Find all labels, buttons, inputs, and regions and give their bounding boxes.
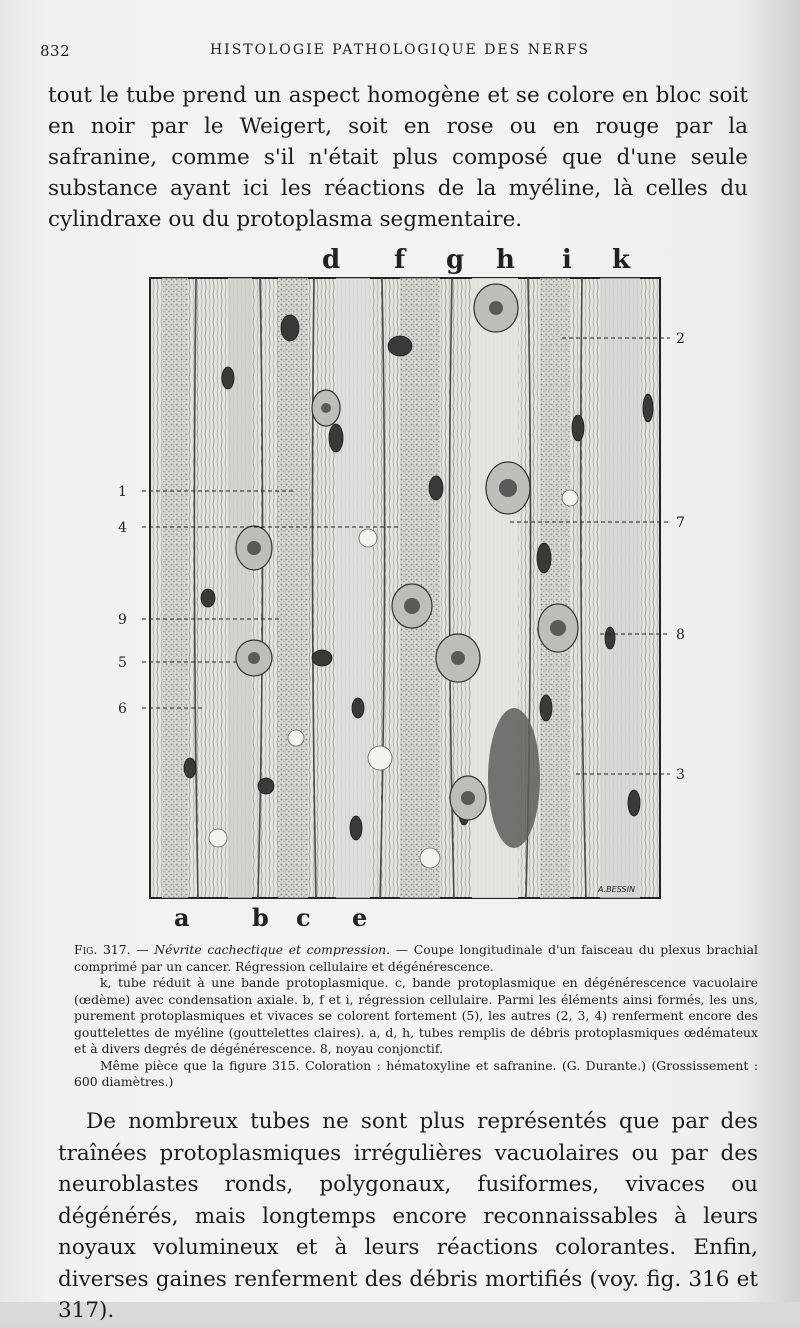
callout-3: 3 bbox=[676, 767, 685, 783]
callout-1: 1 bbox=[118, 484, 127, 500]
caption-line-1: — Coupe longitudinale d'un faisceau du plexus brachial comprimé par un cancer. Régression cellulaire et dégénérescence. bbox=[74, 942, 758, 974]
callout-6: 6 bbox=[118, 701, 127, 717]
label-i: i bbox=[562, 245, 572, 275]
figure-top-labels bbox=[322, 245, 631, 275]
callout-5: 5 bbox=[118, 655, 127, 671]
label-b: b bbox=[252, 903, 269, 932]
caption-line-3: Même pièce que la figure 315. Coloration : hématoxyline et safranine. (G. Durante.) (Grossissement : 600 diamètres.) bbox=[74, 1057, 758, 1089]
paragraph-bottom bbox=[58, 1106, 758, 1327]
page-number: 832 bbox=[40, 42, 71, 60]
label-k: k bbox=[612, 245, 631, 275]
label-c: c bbox=[296, 903, 311, 932]
callout-8: 8 bbox=[676, 627, 685, 643]
label-h: h bbox=[496, 245, 515, 275]
figure-caption: Fig. 317. — Névrite cachectique et compression. — Coupe longitudinale d'un faisceau du plexus brachial comprimé par un cancer. Régression cellulaire et dégénérescence. k, tube réduit à une bande protoplasmique. c, bande protoplasmique en dégénérescence vacuolaire (œdème) avec condensation axiale. b, f et i, régression cellulaire. Parmi les éléments ainsi formés, les uns, purement protoplasmiques et vivaces se colorent fortement (5), les autres (2, 3, 4) renferment encore des gouttelettes de myéline (gouttelettes claires). a, d, h, tubes remplis de débris protoplasmiques œdémateux et à divers degrés de dégénérescence. 8, noyau conjonctif. Même pièce que la figure 315. Coloration : hématoxyline et safranine. (G. Durante.) (Grossissement : 600 diamètres.) bbox=[74, 942, 758, 1089]
paragraph-bottom-text: De nombreux tubes ne sont plus représentés que par des traînées protoplasmiques irrégulières vacuolaires ou par des neuroblastes ronds, polygonaux, fusiformes, vivaces ou dégénérés, mais longtemps encore reconnaissables à leurs noyaux volumineux et à leurs réactions colorantes. Enfin, diverses gaines renferment des débris mortifiés (voy. fig. 316 et 317). bbox=[58, 1109, 758, 1323]
figure-bottom-labels bbox=[174, 903, 367, 932]
micrograph-panel bbox=[150, 278, 660, 898]
callout-4: 4 bbox=[118, 520, 127, 536]
artist-signature: A.BESSIN bbox=[598, 885, 635, 894]
callout-9: 9 bbox=[118, 612, 127, 628]
running-title: HISTOLOGIE PATHOLOGIQUE DES NERFS bbox=[209, 42, 591, 58]
figure-317 bbox=[100, 238, 720, 938]
label-a: a bbox=[174, 903, 190, 932]
caption-line-2: k, tube réduit à une bande protoplasmique. c, bande protoplasmique en dégénérescence vacuolaire (œdème) avec condensation axiale. b, f et i, régression cellulaire. Parmi les éléments ainsi formés, les uns, purement protoplasmiques et vivaces se colorent fortement (5), les autres (2, 3, 4) renferment encore des gouttelettes de myéline (gouttelettes claires). a, d, h, tubes remplis de débris protoplasmiques œdémateux et à divers degrés de dégénérescence. 8, noyau conjonctif. bbox=[74, 975, 758, 1056]
page-header bbox=[40, 38, 760, 62]
degenerated-mass bbox=[488, 708, 540, 848]
callout-2: 2 bbox=[676, 331, 685, 347]
label-d: d bbox=[322, 245, 341, 275]
paragraph-top: tout le tube prend un aspect homogène et se colore en bloc soit en noir par le Weigert, soit en rose ou en rouge par la safranine, comme s'il n'était plus composé que d'une seule substance ayant ici les réactions de la myéline, là celles du cylindraxe ou du protoplasma segmentaire. bbox=[48, 83, 748, 232]
histology-illustration bbox=[100, 238, 720, 938]
caption-figure-label: Fig. 317. bbox=[74, 942, 131, 957]
callout-7: 7 bbox=[676, 515, 685, 531]
label-g: g bbox=[446, 245, 465, 275]
caption-figure-title: Névrite cachectique et compression. bbox=[154, 942, 391, 957]
label-e: e bbox=[352, 903, 368, 932]
label-f: f bbox=[394, 245, 406, 275]
